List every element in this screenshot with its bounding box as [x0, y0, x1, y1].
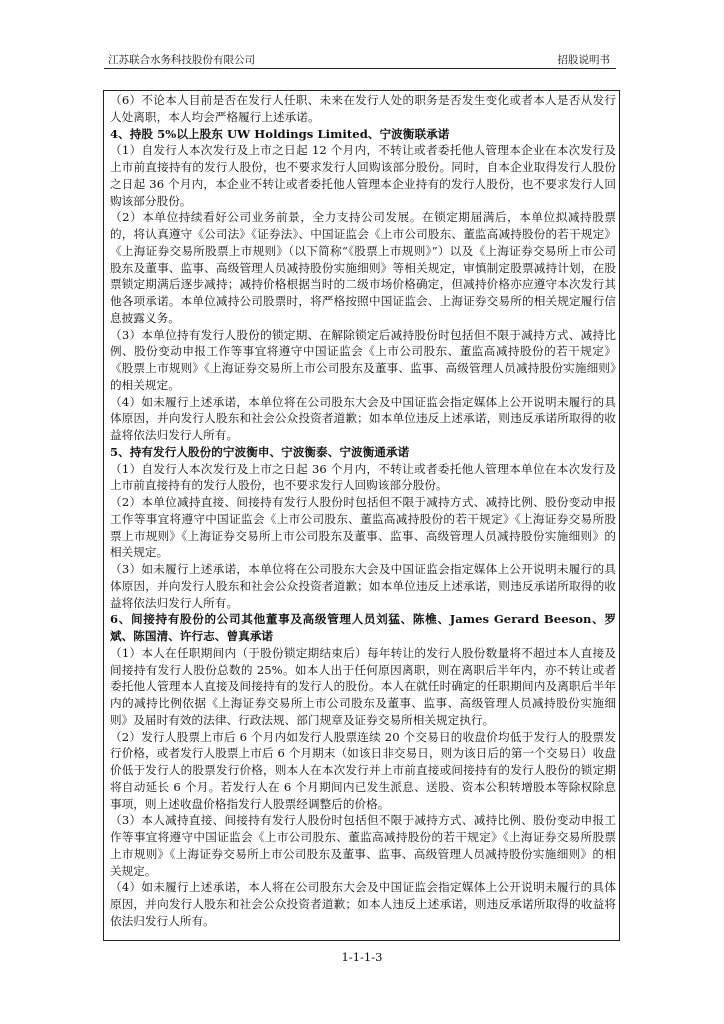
paragraph: （2）本单位持续看好公司业务前景，全力支持公司发展。在锁定期届满后，本单位拟减持股票的，将认真遵守《公司法》《证券法》、中国证监会《上市公司股东、董监高减持股份的若干规定》《上海证券交易所股票上市规则》（以下简称“《股票上市规则》”）以及《上海证券交易所上市公司股东及董事、监事、高级管理人员减持股份实施细则》等相关规定，审慎制定股票减持计划，在股票锁定期满后逐步减持；减持价格根据当时的二级市场价格确定，但减持价格亦应遵守本次发行其他各项承诺。本单位减持公司股票时，将严格按照中国证监会、上海证券交易所的相关规定履行信息披露义务。 [110, 210, 616, 325]
paragraph: （2）发行人股票上市后 6 个月内如发行人股票连续 20 个交易日的收盘价均低于发行人的股票发行价格，或者发行人股票上市后 6 个月期末（如该日非交易日，则为该日后的第一个交易日）收盘价低于发行人的股票发行价格，则本人在本次发行并上市前直接或间接持有的发行人股份的锁定期将自动延长 6 个月。若发行人在 6 个月期间内已发生派息、送股、资本公积转增股本等除权除息事项，则上述收盘价格指发行人股票经调整后的价格。 [110, 729, 616, 811]
page-header [104, 48, 616, 69]
paragraph: （3）本人减持直接、间接持有发行人股份时包括但不限于减持方式、减持比例、股份变动申报工作等事宜将遵守中国证监会《上市公司股东、董监高减持股份的若干规定》《上海证券交易所股票上市规则》《上海证券交易所上市公司股东及董事、监事、高级管理人员减持股份实施细则》的相关规定。 [110, 813, 616, 878]
company-name: 江苏联合水务科技股份有限公司 [108, 54, 255, 66]
document-type: 招股说明书 [557, 54, 610, 66]
paragraph: （2）本单位减持直接、间接持有发行人股份时包括但不限于减持方式、减持比例、股份变动申报工作等事宜将遵守中国证监会《上市公司股东、董监高减持股份的若干规定》《上海证券交易所股票上市规则》《上海证券交易所上市公司股东及董事、监事、高级管理人员减持股份实施细则》的相关规定。 [110, 495, 616, 560]
section-heading: 6、间接持有股份的公司其他董事及高级管理人员刘猛、陈樵、James Gerard Beeson、罗斌、陈国清、许行志、曾真承诺 [110, 612, 616, 643]
commitment-text [110, 92, 616, 930]
paragraph: （3）如未履行上述承诺，本单位将在公司股东大会及中国证监会指定媒体上公开说明未履行的具体原因，并向发行人股东和社会公众投资者道歉；如本单位违反上述承诺，则违反承诺所取得的收益将依法归发行人所有。 [110, 562, 616, 610]
paragraph: （3）本单位持有发行人股份的锁定期、在解除锁定后减持股份时包括但不限于减持方式、减持比例、股份变动申报工作等事宜将遵守中国证监会《上市公司股东、董监高减持股份的若干规定》《股票上市规则》《上海证券交易所上市公司股东及董事、监事、高级管理人员减持股份实施细则》的相关规定。 [110, 327, 616, 392]
page-number: 1-1-1-3 [341, 950, 383, 964]
paragraph: （6）不论本人目前是否在发行人任职、未来在发行人处的职务是否发生变化或者本人是否从发行人处离职，本人均会严格履行上述承诺。 [110, 93, 616, 124]
paragraph: （4）如未履行上述承诺，本人将在公司股东大会及中国证监会指定媒体上公开说明未履行的具体原因，并向发行人股东和社会公众投资者道歉；如本人违反上述承诺，则违反承诺所取得的收益将依法归发行人所有。 [110, 880, 616, 928]
section-heading: 4、持股 5%以上股东 UW Holdings Limited、宁波衡联承诺 [110, 126, 450, 141]
commitment-box [103, 90, 620, 941]
paragraph: （1）本人在任职期间内（于股份锁定期结束后）每年转让的发行人股份数量将不超过本人直接及间接持有发行人股份总数的 25%。如本人出于任何原因离职，则在离职后半年内，亦不转让或者委托他人管理本人直接及间接持有的发行人的股份。本人在就任时确定的任职期间内及离职后半年内的减持比例依据《上海证券交易所上市公司股东及董事、监事、高级管理人员减持股份实施细则》及届时有效的法律、行政法规、部门规章及证券交易所相关规定执行。 [110, 645, 616, 727]
section-heading: 5、持有发行人股份的宁波衡申、宁波衡泰、宁波衡通承诺 [110, 444, 410, 459]
paragraph: （1）自发行人本次发行及上市之日起 36 个月内，不转让或者委托他人管理本单位在本次发行及上市前直接持有的发行人股份，也不要求发行人回购该部分股份。 [110, 461, 616, 493]
paragraph: （1）自发行人本次发行及上市之日起 12 个月内，不转让或者委托他人管理本企业在本次发行及上市前直接持有的发行人股份，也不要求发行人回购该部分股份。同时，自本企业取得发行人股份之日起 36 个月内，本企业不转让或者委托他人管理本企业持有的发行人股份，也不要求发行人回购该部分股份。 [110, 143, 616, 208]
paragraph: （4）如未履行上述承诺，本单位将在公司股东大会及中国证监会指定媒体上公开说明未履行的具体原因，并向发行人股东和社会公众投资者道歉；如本单位违反上述承诺，则违反承诺所取得的收益将依法归发行人所有。 [110, 394, 616, 442]
